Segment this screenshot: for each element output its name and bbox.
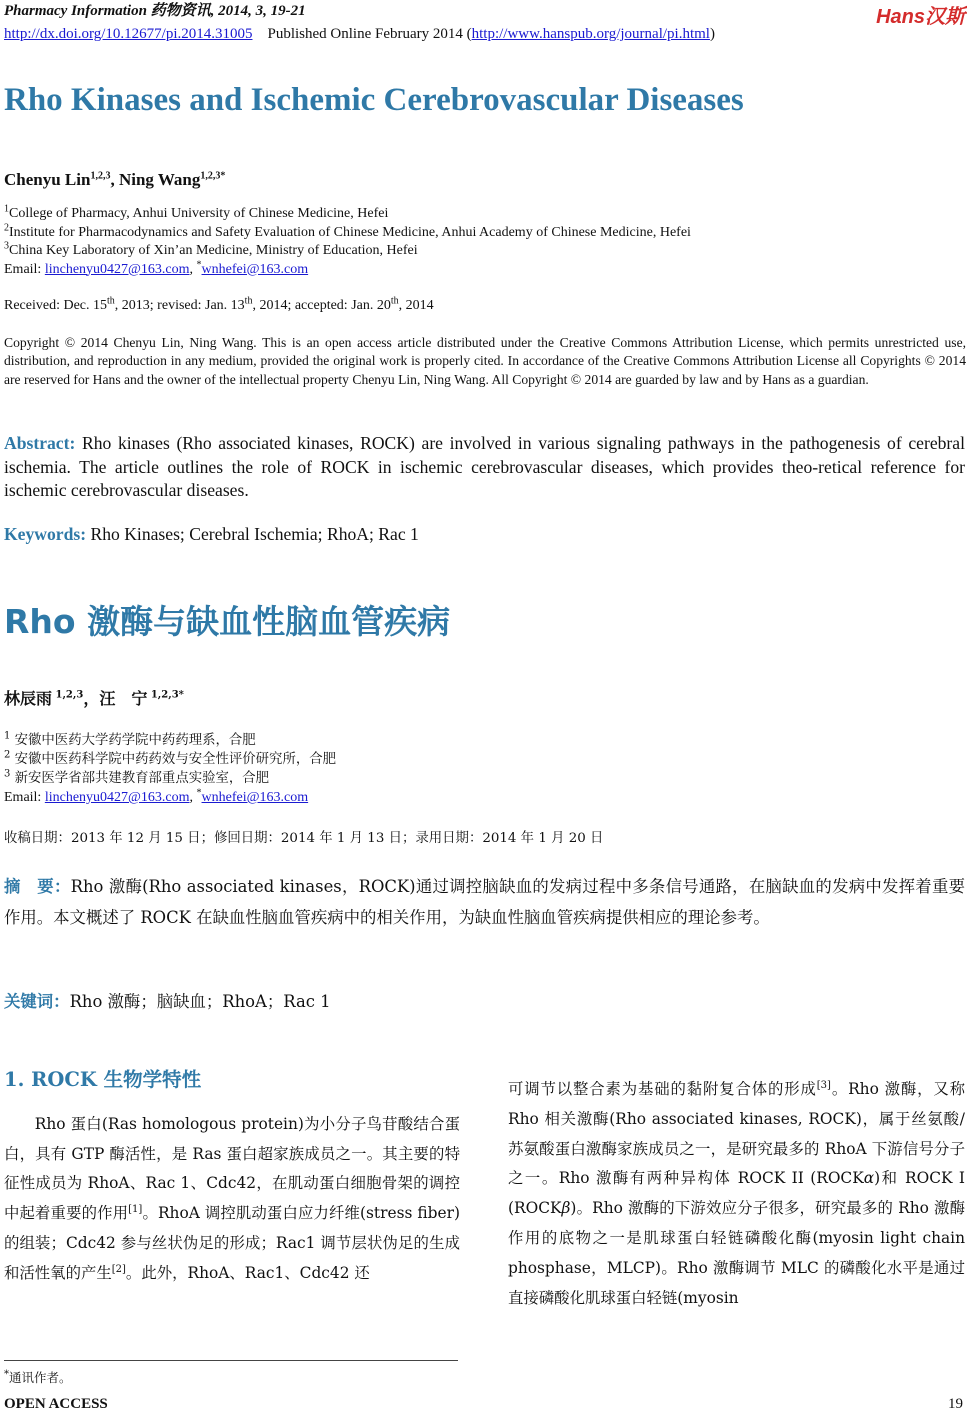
- section-heading: 1. ROCK 生物学特性: [4, 1068, 202, 1091]
- abstract-en: [4, 432, 965, 503]
- abstract-cn: [4, 872, 965, 933]
- body-column-left: Rho 蛋白(Ras homologous protein)为小分子鸟苷酸结合蛋白，具有 GTP 酶活性，是 Ras 蛋白超家族成员之一。其主要的特征性成员为 RhoA、Rac 1、Cdc42，在肌动蛋白细胞骨架的调控中起着重要的作用[1]。RhoA 调控肌动蛋白应力纤维(stress fiber)的组装；Cdc42 参与丝状伪足的形成；Rac1 调节层状伪足的生成和活性氧的产生[2]。此外，RhoA、Rac1、Cdc42 还: [4, 1115, 460, 1282]
- keywords-cn: [4, 988, 331, 1012]
- running-header: [4, 2, 964, 44]
- citation-ref[interactable]: [1]: [128, 1203, 143, 1215]
- abstract-label-cn: 摘 要：: [4, 877, 71, 896]
- keywords-text-cn: Rho 激酶；脑缺血；RhoA；Rac 1: [69, 992, 331, 1011]
- citation-ref[interactable]: [3]: [816, 1079, 831, 1091]
- affiliations-en: [4, 205, 691, 279]
- publisher-logo: Hans汉斯: [876, 6, 965, 28]
- footnote: *通讯作者。: [4, 1368, 72, 1385]
- publication-line: http://dx.doi.org/10.12677/pi.2014.31005 Published Online February 2014 (http://www.hanspub.org/journal/pi.html): [4, 26, 715, 42]
- email-link-1[interactable]: linchenyu0427@163.com: [44, 261, 190, 277]
- article-title-cn: Rho 激酶与缺血性脑血管疾病: [4, 602, 451, 641]
- email-link-2[interactable]: wnhefei@163.com: [201, 261, 309, 277]
- published-text: Published Online February 2014 (: [267, 26, 472, 42]
- page-number: 19: [948, 1396, 963, 1412]
- received-dates: Received: Dec. 15th, 2013; revised: Jan. 13th, 2014; accepted: Jan. 20th, 2014: [4, 295, 434, 313]
- journal-site-link[interactable]: http://www.hanspub.org/journal/pi.html: [471, 26, 710, 42]
- authors-cn: 林辰雨 $^{1,2,3}$，汪 宁 $^{1,2,3*}$: [4, 689, 184, 708]
- keywords-label-cn: 关键词：: [4, 992, 70, 1011]
- body-column-right: 可调节以整合素为基础的黏附复合体的形成[3]。Rho 激酶，又称 Rho 相关激酶(Rho associated kinases, ROCK)，属于丝氨酸/苏氨酸蛋白激酶家族成员之一，是研究最多的 RhoA 下游信号分子之一。Rho 激酶有两种异构体 ROCK II (ROCKα)和 ROCK I (ROCKβ)。Rho 激酶的下游效应分子很多，研究最多的 Rho 激酶作用的底物之一是肌球蛋白轻链磷酸化酶(myosin light chain phosphase，MLCP)。Rho 激酶调节 MLC 的磷酸化水平是通过直接磷酸化肌球蛋白轻链(myosin: [508, 1079, 965, 1307]
- abstract-label: Abstract:: [4, 433, 82, 453]
- affiliation-item: $^2$ 安徽中医药科学院中药药效与安全性评价研究所，合肥: [4, 749, 337, 767]
- authors-en: Chenyu Lin$^{1,2,3}$, Ning Wang$^{1,2,3*}$: [4, 170, 226, 189]
- article-title-en: Rho Kinases and Ischemic Cerebrovascular Diseases: [4, 82, 744, 118]
- affiliation-item: $^3$China Key Laboratory of Xin’an Medicine, Ministry of Education, Hefei: [4, 240, 418, 258]
- affiliation-item: $^1$ 安徽中医药大学药学院中药药理系，合肥: [4, 730, 256, 748]
- keywords-label: Keywords:: [4, 524, 91, 544]
- journal-citation: Pharmacy Information 药物资讯, 2014, 3, 19-21: [4, 3, 306, 19]
- citation-ref[interactable]: [2]: [111, 1263, 126, 1275]
- email-link-2[interactable]: wnhefei@163.com: [201, 790, 309, 805]
- keywords-en: [4, 524, 419, 545]
- email-line: Email: linchenyu0427@163.com, *wnhefei@163.com: [4, 258, 309, 277]
- affiliation-item: $^1$College of Pharmacy, Anhui University of Chinese Medicine, Hefei: [4, 203, 389, 221]
- abstract-text: Rho kinases (Rho associated kinases, ROCK) are involved in various signaling pathways in the pathogenesis of cerebral ischemia. The article outlines the role of ROCK in ischemic cerebrovascular diseases, which provides theo-retical reference for ischemic cerebrovascular diseases.: [4, 433, 965, 500]
- abstract-text-cn: Rho 激酶(Rho associated kinases，ROCK)通过调控脑缺血的发病过程中多条信号通路，在脑缺血的发病中发挥着重要作用。本文概述了 ROCK 在缺血性脑血管疾病中的相关作用，为缺血性脑血管疾病提供相应的理论参考。: [4, 877, 965, 927]
- affiliation-item: $^3$ 新安医学省部共建教育部重点实验室，合肥: [4, 768, 270, 786]
- doi-link[interactable]: http://dx.doi.org/10.12677/pi.2014.31005: [4, 26, 253, 42]
- keywords-text: Rho Kinases; Cerebral Ischemia; RhoA; Rac 1: [90, 524, 419, 544]
- email-link-1[interactable]: linchenyu0427@163.com: [44, 790, 190, 805]
- affiliation-item: $^2$Institute for Pharmacodynamics and Safety Evaluation of Chinese Medicine, Anhui Academy of Chinese Medicine, Hefei: [4, 221, 691, 240]
- email-line-cn: Email: linchenyu0427@163.com, *wnhefei@163.com: [4, 787, 309, 805]
- footnote-divider: [4, 1360, 458, 1361]
- affiliations-cn: [4, 731, 336, 807]
- received-dates-cn: 收稿日期：2013 年 12 月 15 日；修回日期：2014 年 1 月 13 日；录用日期：2014 年 1 月 20 日: [4, 831, 604, 846]
- copyright-notice: Copyright © 2014 Chenyu Lin, Ning Wang. This is an open access article distributed under the Creative Commons Attribution License, which permits unrestricted use, distribution, and reproduction in any medium, provided the original work is properly cited. In accordance of the Creative Commons Attribution License all Copyrights © 2014 are reserved for Hans and the owner of the intellectual property Chenyu Lin, Ning Wang. All Copyright © 2014 are guarded by law and by Hans as a guardian.: [4, 335, 966, 387]
- open-access-label: OPEN ACCESS: [4, 1396, 108, 1412]
